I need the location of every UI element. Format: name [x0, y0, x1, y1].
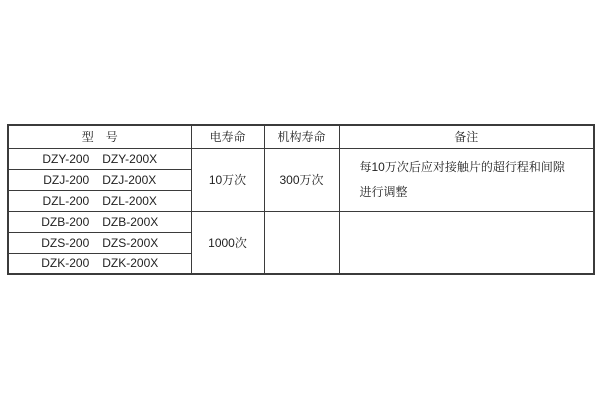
model-cell-dzy	[8, 148, 191, 169]
model-pair	[41, 215, 158, 229]
remarks-line-2: 进行调整	[359, 184, 408, 199]
model-code: DZS-200X	[102, 235, 159, 250]
remarks-line-1: 每10万次后应对接触片的超行程和间隙	[359, 159, 565, 174]
mechanical-life-cell-group2	[264, 211, 339, 274]
model-code: DZJ-200X	[102, 172, 157, 187]
table-row-dzb	[8, 211, 594, 232]
model-code: DZB-200	[41, 214, 90, 229]
model-code: DZL-200X	[102, 193, 157, 208]
electrical-life-cell-group1: 10万次	[191, 148, 264, 211]
model-pair	[43, 194, 157, 208]
electrical-life-cell-group2: 1000次	[191, 211, 264, 274]
model-pair	[42, 152, 157, 166]
model-pair	[41, 256, 158, 270]
table-row-dzy	[8, 148, 594, 169]
remarks-cell-group2	[339, 211, 594, 274]
model-code: DZY-200	[42, 151, 90, 166]
model-code: DZY-200X	[102, 151, 158, 166]
header-mechanical-life: 机构寿命	[264, 125, 339, 148]
model-code: DZK-200	[41, 256, 90, 271]
header-remarks: 备注	[339, 125, 594, 148]
model-code: DZK-200X	[102, 256, 159, 271]
model-cell-dzs	[8, 232, 191, 253]
header-row	[8, 125, 594, 148]
header-electrical-life: 电寿命	[191, 125, 264, 148]
model-code: DZS-200	[41, 235, 90, 250]
model-cell-dzl	[8, 190, 191, 211]
relay-spec-table	[7, 124, 595, 275]
model-pair	[43, 173, 156, 187]
mechanical-life-cell-group1: 300万次	[264, 148, 339, 211]
header-model: 型 号	[8, 125, 191, 148]
model-cell-dzb	[8, 211, 191, 232]
model-code: DZL-200	[42, 193, 90, 208]
model-cell-dzk	[8, 253, 191, 274]
model-pair	[41, 236, 158, 250]
remarks-cell-group1	[339, 148, 594, 211]
model-code: DZB-200X	[102, 214, 159, 229]
model-code: DZJ-200	[43, 172, 90, 187]
model-cell-dzj	[8, 169, 191, 190]
